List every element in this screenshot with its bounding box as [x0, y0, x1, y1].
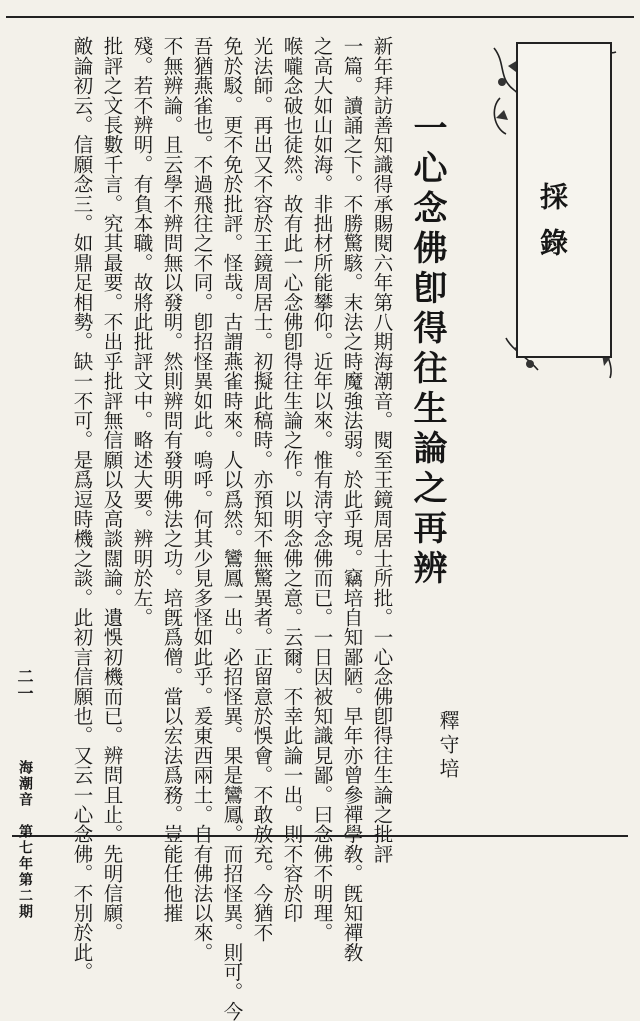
body-column: 殘。若不辨明。有負本職。故將此批評文中。略述大要。辨明於左。: [130, 36, 154, 627]
body-column: 一篇。讀誦之下。不勝驚駭。末法之時魔強法弱。於此乎現。竊培自知鄙陋。早年亦曾參禪學敎。旣知禪敎: [340, 36, 364, 962]
body-column: 免於駁。更不免於批評。怪哉。古謂燕雀時來。人以爲然。鸞鳳一出。必招怪異。果是鸞鳳。而招怪異。則可。今: [220, 36, 244, 1021]
top-rule: [6, 16, 634, 18]
section-caption: 採錄: [536, 182, 569, 274]
body-column: 新年拜訪善知識得承賜閱六年第八期海潮音。閱至王鏡周居士所批。一心念佛卽得往生論之批評: [370, 36, 394, 864]
journal-footer: 海潮音 第七年第二期: [17, 760, 33, 920]
article-title: 一心念佛卽得往生論之再辨: [407, 110, 447, 590]
body-column: 光法師。再出又不容於王鏡周居士。初擬此稿時。亦預知不無驚異者。正留意於悞會。不敢放充。今猶不: [250, 36, 274, 943]
body-column: 之高大如山如海。非拙材所能攀仰。近年以來。惟有淸守念佛而已。一日因被知識見鄙。曰念佛不明理。: [310, 36, 334, 943]
body-column: 不無辨論。且云學不辨問無以發明。然則辨問有發明佛法之功。培旣爲僧。當以宏法爲務。豈能任他摧: [160, 36, 184, 923]
body-column: 喉嚨念破也徒然。故有此一心念佛卽得往生論之作。以明念佛之意。云爾。不幸此論一出。則不容於印: [280, 36, 304, 923]
body-column: 批評之文長數千言。究其最要。不出乎批評無信願以及高談闊論。遺悞初機而已。辨問且止。先明信願。: [100, 36, 124, 943]
body-column: 吾猶燕雀也。不過飛往之不同。卽招怪異如此。嗚呼。何其少見多怪如此乎。爰東西兩土。自有佛法以來。: [190, 36, 214, 962]
author-name: 釋守培: [436, 710, 460, 782]
body-column: 敵論初云。信願念三。如鼎足相勢。缺一不可。是爲逗時機之談。此初言信願也。又云一心念佛。不別於此。: [70, 36, 94, 982]
page-number: 二一: [15, 668, 34, 702]
